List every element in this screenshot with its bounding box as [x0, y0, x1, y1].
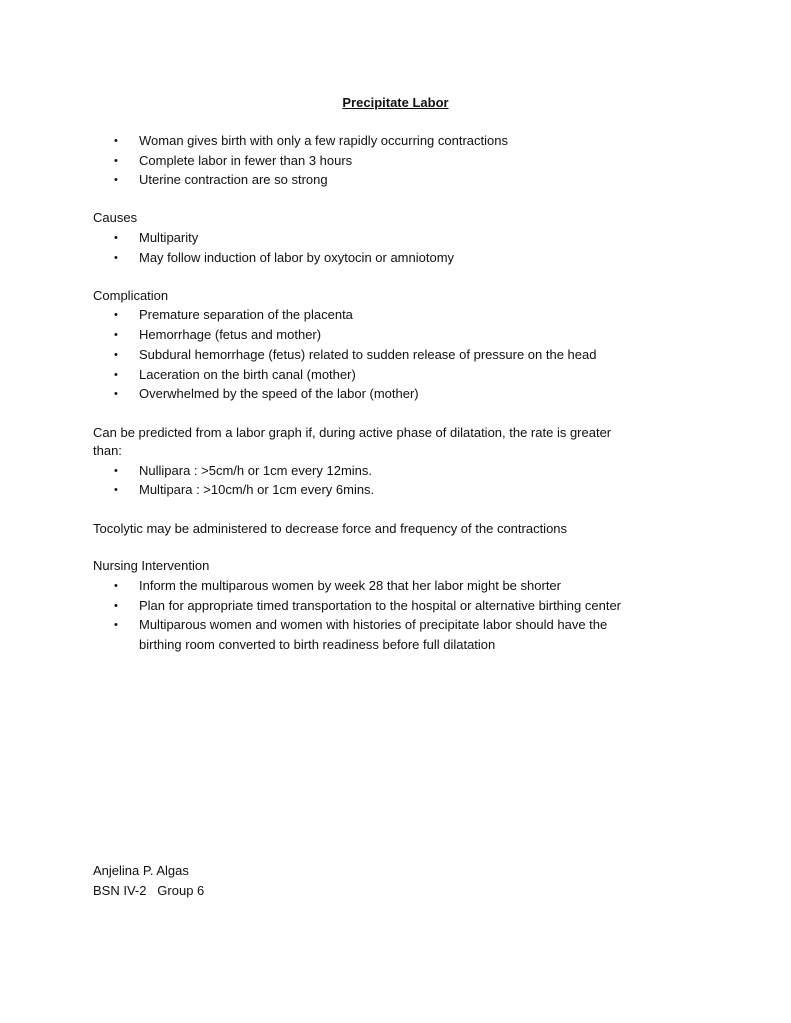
prediction-text-continued: than: — [93, 443, 122, 458]
prediction-item: Multipara : >10cm/h or 1cm every 6mins. — [139, 482, 375, 497]
complication-item: Subdural hemorrhage (fetus) related to sudden release of pressure on the head — [139, 347, 597, 362]
intro-item: Uterine contraction are so strong — [139, 172, 328, 187]
bullet-icon: • — [114, 388, 118, 400]
tocolytic-text: Tocolytic may be administered to decrease force and frequency of the contractions — [93, 521, 568, 536]
bullet-icon: • — [114, 484, 118, 496]
complication-item: Overwhelmed by the speed of the labor (mother) — [139, 386, 419, 401]
nursing-item: Inform the multiparous women by week 28 that her labor might be shorter — [139, 578, 561, 593]
bullet-icon: • — [114, 232, 118, 244]
causes-item: Multiparity — [139, 230, 199, 245]
bullet-icon: • — [114, 580, 118, 592]
bullet-icon: • — [114, 252, 118, 264]
document-title: Precipitate Labor — [342, 95, 449, 110]
bullet-icon: • — [114, 349, 118, 361]
prediction-text: Can be predicted from a labor graph if, during active phase of dilatation, the rate is greater — [93, 425, 612, 440]
bullet-icon: • — [114, 309, 118, 321]
complication-item: Laceration on the birth canal (mother) — [139, 367, 356, 382]
causes-heading: Causes — [93, 210, 138, 225]
bullet-icon: • — [114, 369, 118, 381]
nursing-item-continued: birthing room converted to birth readiness before full dilatation — [139, 637, 496, 652]
bullet-icon: • — [114, 600, 118, 612]
author-group: BSN IV-2 Group 6 — [93, 883, 205, 898]
bullet-icon: • — [114, 155, 118, 167]
nursing-item: Plan for appropriate timed transportation to the hospital or alternative birthing center — [139, 598, 621, 613]
bullet-icon: • — [114, 465, 118, 477]
bullet-icon: • — [114, 135, 118, 147]
causes-item: May follow induction of labor by oxytocin or amniotomy — [139, 250, 455, 265]
prediction-item: Nullipara : >5cm/h or 1cm every 12mins. — [139, 463, 373, 478]
author-name: Anjelina P. Algas — [93, 863, 189, 878]
complication-heading: Complication — [93, 288, 169, 303]
intro-item: Complete labor in fewer than 3 hours — [139, 153, 353, 168]
bullet-icon: • — [114, 619, 118, 631]
complication-item: Premature separation of the placenta — [139, 307, 353, 322]
bullet-icon: • — [114, 329, 118, 341]
bullet-icon: • — [114, 174, 118, 186]
nursing-item: Multiparous women and women with histories of precipitate labor should have the — [139, 617, 608, 632]
complication-item: Hemorrhage (fetus and mother) — [139, 327, 322, 342]
nursing-heading: Nursing Intervention — [93, 558, 210, 573]
intro-item: Woman gives birth with only a few rapidly occurring contractions — [139, 133, 508, 148]
